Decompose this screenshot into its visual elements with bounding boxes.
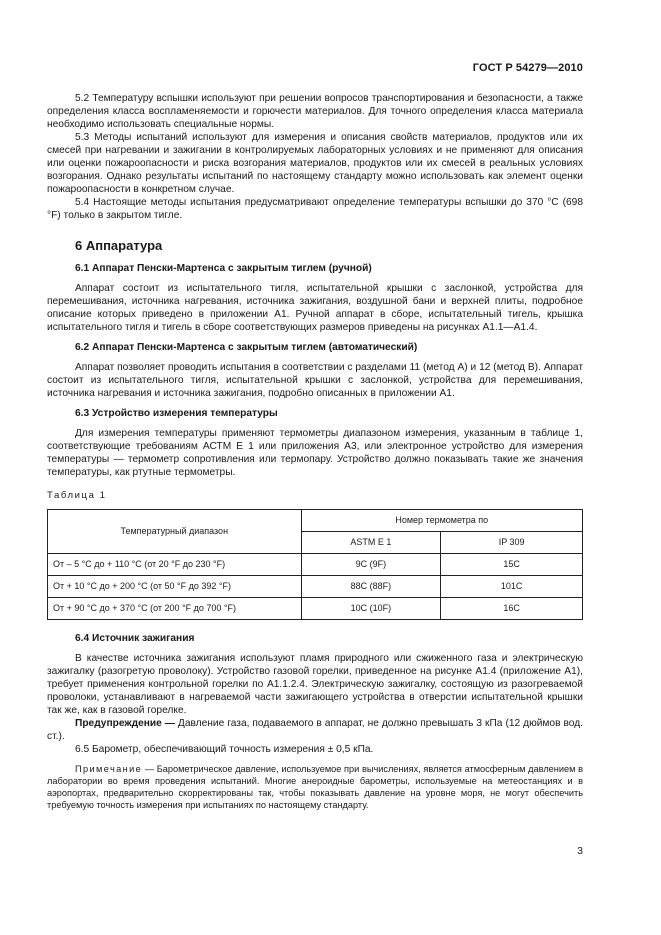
table-row — [48, 598, 583, 620]
paragraph-5-4: 5.4 Настоящие методы испытания предусматривают определение температуры вспышки до 370 °С (698 °F) только в закрытом тигле. — [47, 197, 583, 221]
section-6-2-text: Аппарат позволяет проводить испытания в соответствии с разделами 11 (метод А) и 12 (метод В). Аппарат состоит из испытательного тигля, испытательной крышки с заслонкой, устройства для перемешивания, источника нагревания и источника зажигания, подробно описанных в приложении А1. — [47, 362, 583, 399]
table-row — [48, 554, 583, 576]
table-cell-ip: 101C — [441, 576, 583, 598]
section-6-2-heading: 6.2 Аппарат Пенски-Мартенса с закрытым тиглем (автоматический) — [75, 342, 418, 353]
note-label: Примечание — [75, 764, 143, 774]
section-6-3-heading: 6.3 Устройство измерения температуры — [75, 408, 278, 419]
warning-paragraph — [47, 717, 583, 743]
table-row — [48, 576, 583, 598]
table-cell-range: От + 10 °С до + 200 °С (от 50 °F до 392 °F) — [48, 576, 302, 598]
table-cell-ip: 15C — [441, 554, 583, 576]
section-6-4-heading: 6.4 Источник зажигания — [75, 633, 195, 644]
table-cell-ip: 16C — [441, 598, 583, 620]
paragraph-5-2: 5.2 Температуру вспышки используют при решении вопросов транспортирования и безопасности, а также определения класса воспламеняемости и горючести материалов. Для точного определения класса материала необходимо использовать специальные нормы. — [47, 93, 583, 130]
table-header-range: Температурный диапазон — [48, 510, 302, 554]
table-cell-astm: 88C (88F) — [301, 576, 441, 598]
note-text: — Барометрическое давление, используемое при вычислениях, является атмосферным давлением в лаборатории во время проведения испытаний. Многие анероидные барометры, используемые на метеостанциях и в аэропортах, предварительно скорректированы так, чтобы показывать давление на уровне моря, не могут обеспечить требуемую точность измерения при испытаниях по настоящему стандарту. — [47, 764, 583, 810]
table-cell-astm: 10C (10F) — [301, 598, 441, 620]
table-cell-range: От – 5 °С до + 110 °С (от 20 °F до 230 °F) — [48, 554, 302, 576]
warning-label: Предупреждение — — [75, 718, 175, 729]
table-header-ip: IP 309 — [441, 532, 583, 554]
table-header-astm: ASTM E 1 — [301, 532, 441, 554]
paragraph-5-3: 5.3 Методы испытаний используют для измерения и описания свойств материалов, продуктов или их смесей при нагревании и зажигании в контролируемых лабораторных условиях и не применяют для описания или оценки пожароопасности и риска возгорания материалов, продуктов или их смесей в реальных условиях возгорания. Однако результаты испытаний по настоящему стандарту можно использовать как элемент оценки пожароопасности в конкретном случае. — [47, 132, 583, 195]
section-6-4-text: В качестве источника зажигания используют пламя природного или сжиженного газа и электрическую зажигалку (разогретую проволоку). Устройство газовой горелки, приведенное на рисунке А1.4 (приложение А1), требует применения контрольной горелки по А1.1.2.4. Электрическую зажигалку, состоящую из разогреваемой проволоки, устанавливают в нагреваемой части зажигающего устройства в отверстии испытательной крышки так же, как в газовой горелке. — [47, 653, 583, 716]
section-6-1-text: Аппарат состоит из испытательного тигля, испытательной крышки с заслонкой, устройства для перемешивания, источника нагревания, источника зажигания, воздушной бани и верхней плиты, подробное описание которых приведено в приложении А1. Ручной аппарат в сборе, испытательный тигель, крышка испытательного тигля и тигель в сборе соответствующих размеров приведены на рисунках А1.1—А1.4. — [47, 283, 583, 333]
warning-text: Давление газа, подаваемого в аппарат, не должно превышать 3 кПа (12 дюймов вод. ст.). — [47, 718, 583, 742]
table-caption: Таблица 1 — [47, 490, 107, 501]
table-cell-astm: 9C (9F) — [301, 554, 441, 576]
doc-header-id: ГОСТ Р 54279—2010 — [472, 62, 583, 74]
table-cell-range: От + 90 °С до + 370 °С (от 200 °F до 700 °F) — [48, 598, 302, 620]
section-6-heading: 6 Аппаратура — [75, 238, 163, 253]
note-paragraph — [47, 763, 583, 811]
thermometer-table — [47, 509, 583, 620]
page-number: 3 — [577, 845, 583, 857]
section-6-5-text: 6.5 Барометр, обеспечивающий точность измерения ± 0,5 кПа. — [75, 744, 374, 755]
section-6-3-text: Для измерения температуры применяют термометры диапазоном измерения, указанным в таблице 1, соответствующие требованиям АСТМ Е 1 или приложения А3, или электронное устройство для измерения температуры — термометр сопротивления или термопару. Устройство должно показывать такие же значения температуры, как ртутные термометры. — [47, 428, 583, 478]
table-header-group: Номер термометра по — [301, 510, 582, 532]
page-content — [47, 92, 583, 811]
section-6-1-heading: 6.1 Аппарат Пенски-Мартенса с закрытым тиглем (ручной) — [75, 263, 372, 274]
